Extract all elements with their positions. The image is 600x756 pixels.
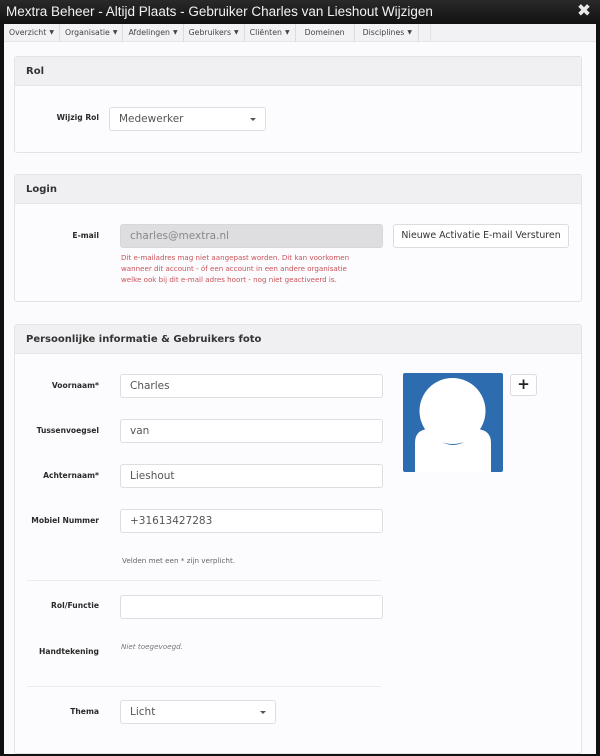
nav-clienten[interactable] — [245, 24, 296, 42]
nav-label: Gebruikers — [188, 28, 232, 37]
email-value: charles@mextra.nl — [130, 230, 230, 242]
nav-label: Afdelingen — [128, 28, 170, 37]
nav-label: Disciplines — [362, 28, 405, 37]
rol-select[interactable] — [109, 107, 266, 131]
email-warning — [121, 252, 349, 285]
top-navigation — [4, 24, 596, 42]
thema-select[interactable] — [120, 700, 276, 724]
caret-down-icon: ▼ — [112, 29, 118, 36]
login-panel — [14, 174, 582, 302]
caret-down-icon: ▼ — [49, 29, 54, 36]
nav-spacer — [419, 24, 431, 41]
chevron-down-icon — [250, 118, 256, 121]
mobiel-input[interactable] — [120, 509, 383, 533]
nav-label: Organisatie — [64, 28, 110, 37]
warning-line: welke ook bij dit e-mail adres hoort - nog niet geactiveerd is. — [121, 275, 337, 284]
close-icon[interactable]: ✖ — [576, 1, 592, 21]
required-hint: Velden met een * zijn verplicht. — [122, 556, 236, 565]
nav-organisatie[interactable] — [60, 24, 124, 42]
thema-selected-value: Licht — [130, 706, 156, 718]
user-silhouette-icon — [403, 373, 503, 472]
caret-down-icon: ▼ — [234, 29, 239, 36]
handtekening-status: Niet toegevoegd. — [121, 642, 184, 651]
tussenvoegsel-input[interactable] — [120, 419, 383, 443]
section-divider — [27, 580, 381, 581]
warning-line: wanneer dit account - óf een account in een andere organisatie — [121, 264, 347, 273]
mobiel-label: Mobiel Nummer — [31, 516, 99, 525]
resend-activation-button[interactable]: Nieuwe Activatie E-mail Versturen — [393, 224, 569, 248]
tussenvoegsel-label: Tussenvoegsel — [36, 426, 99, 435]
nav-afdelingen[interactable] — [123, 24, 183, 42]
achternaam-label: Achternaam* — [43, 471, 99, 480]
section-divider — [27, 686, 381, 687]
rol-selected-value: Medewerker — [119, 113, 184, 125]
chevron-down-icon — [260, 711, 266, 714]
nav-label: Overzicht — [9, 28, 47, 37]
achternaam-value: Lieshout — [130, 470, 175, 482]
nav-domeinen[interactable] — [296, 24, 355, 42]
rol-functie-input[interactable] — [120, 595, 383, 619]
nav-gebruikers[interactable] — [184, 24, 245, 42]
mobiel-value: +31613427283 — [130, 515, 213, 527]
nav-label: Cliënten — [249, 28, 282, 37]
title-bar — [0, 0, 600, 24]
email-field[interactable] — [120, 224, 383, 248]
achternaam-input[interactable] — [120, 464, 383, 488]
dialog-content — [4, 24, 596, 754]
email-label: E-mail — [72, 231, 99, 240]
caret-down-icon: ▼ — [407, 29, 412, 36]
handtekening-label: Handtekening — [39, 647, 99, 656]
wijzig-rol-label: Wijzig Rol — [56, 113, 99, 122]
rol-panel-header: Rol — [15, 57, 581, 86]
nav-disciplines[interactable] — [355, 24, 419, 42]
voornaam-input[interactable] — [120, 374, 383, 398]
caret-down-icon: ▼ — [172, 29, 178, 36]
rol-functie-label: Rol/Functie — [51, 601, 99, 610]
window-title: Mextra Beheer - Altijd Plaats - Gebruiker Charles van Lieshout Wijzigen — [6, 4, 433, 19]
warning-line: Dit e-mailadres mag niet aangepast worden. Dit kan voorkomen — [121, 253, 350, 262]
thema-label: Thema — [70, 707, 99, 716]
caret-down-icon: ▼ — [284, 29, 290, 36]
nav-label: Domeinen — [304, 28, 345, 37]
login-panel-header: Login — [15, 175, 581, 204]
voornaam-label: Voornaam* — [51, 381, 99, 390]
nav-overzicht[interactable] — [4, 24, 60, 42]
personal-info-panel — [14, 324, 582, 754]
rol-panel — [14, 56, 582, 153]
add-photo-button[interactable] — [510, 374, 537, 396]
tussenvoegsel-value: van — [130, 425, 150, 437]
personal-info-header: Persoonlijke informatie & Gebruikers foto — [15, 325, 581, 354]
voornaam-value: Charles — [130, 380, 170, 392]
plus-icon: + — [517, 375, 530, 393]
user-photo-placeholder — [403, 373, 503, 472]
